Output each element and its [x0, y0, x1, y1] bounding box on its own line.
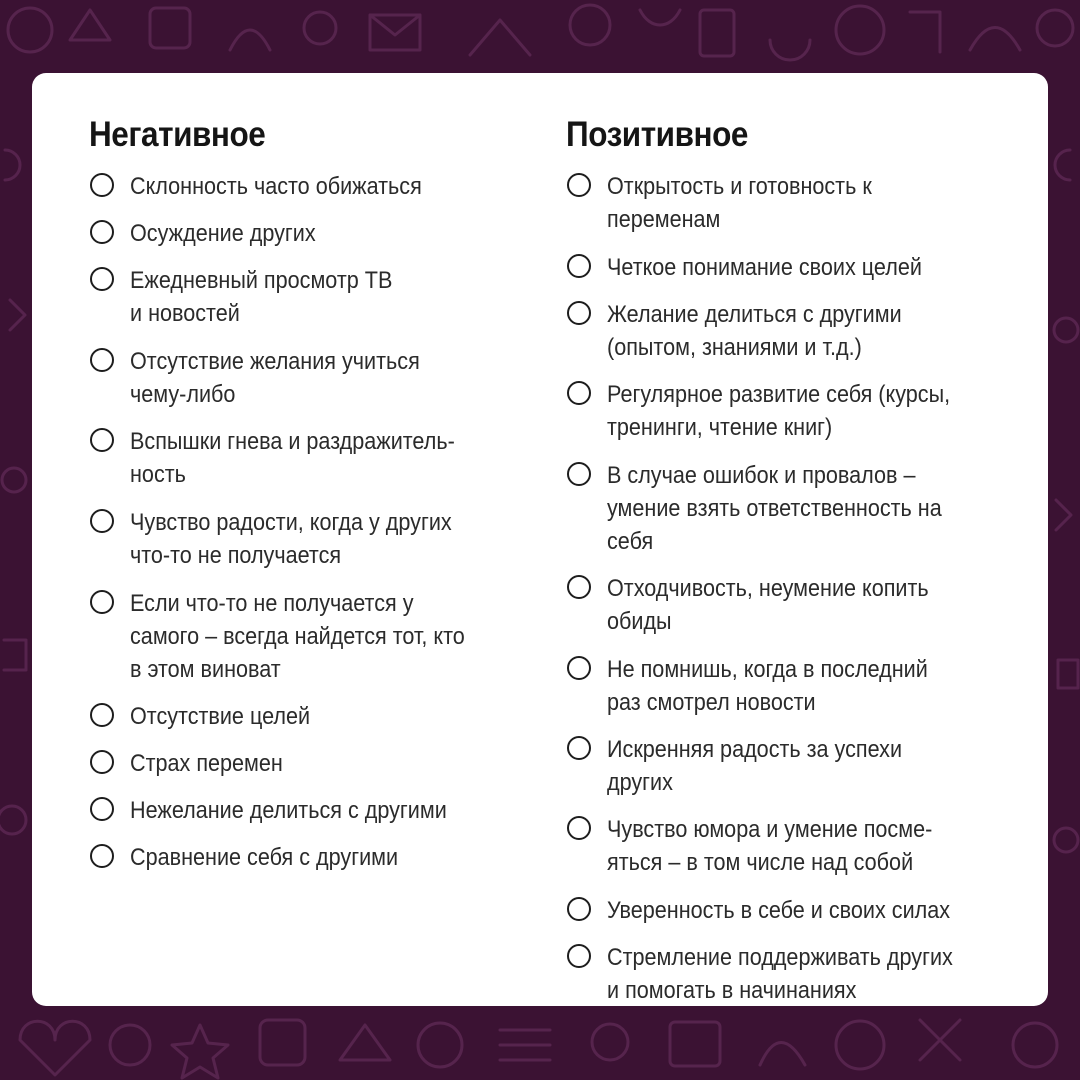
checkbox-circle[interactable] — [567, 462, 591, 486]
checkbox-circle[interactable] — [567, 816, 591, 840]
item-label: Желание делиться с другими (опытом, знаниями и т.д.) — [607, 301, 902, 361]
checkbox-circle[interactable] — [90, 509, 114, 533]
item-label: Отсутствие желания учиться чему-либо — [130, 348, 420, 408]
item-label: В случае ошибок и провалов – умение взять ответственность на себя — [607, 462, 942, 555]
checkbox-circle[interactable] — [90, 590, 114, 614]
checkbox-circle[interactable] — [567, 736, 591, 760]
item-label: Чувство радости, когда у других что-то не получается — [130, 509, 452, 569]
item-label: Вспышки гнева и раздражитель- ность — [130, 428, 455, 488]
item-label: Осуждение других — [130, 220, 316, 247]
item-label: Открытость и готовность к переменам — [607, 173, 872, 233]
checkbox-circle[interactable] — [90, 703, 114, 727]
item-label: Искренняя радость за успехи других — [607, 736, 903, 796]
item-label: Нежелание делиться с другими — [130, 797, 447, 824]
item-label: Не помнишь, когда в последний раз смотрел новости — [607, 656, 928, 716]
item-label: Сравнение себя с другими — [130, 844, 399, 871]
checkbox-circle[interactable] — [90, 267, 114, 291]
checkbox-circle[interactable] — [567, 254, 591, 278]
item-label: Ежедневный просмотр ТВ и новостей — [130, 267, 393, 327]
checkbox-circle[interactable] — [90, 844, 114, 868]
checkbox-circle[interactable] — [90, 173, 114, 197]
item-label: Стремление поддерживать других и помогать в начинаниях — [607, 944, 953, 1004]
checkbox-circle[interactable] — [90, 348, 114, 372]
checkbox-circle[interactable] — [90, 220, 114, 244]
item-label: Чувство юмора и умение посме- яться – в том числе над собой — [607, 816, 933, 876]
item-label: Отходчивость, неумение копить обиды — [607, 575, 929, 635]
item-label: Четкое понимание своих целей — [607, 254, 922, 281]
item-label: Страх перемен — [130, 750, 283, 777]
checkbox-circle[interactable] — [567, 575, 591, 599]
checkbox-circle[interactable] — [567, 897, 591, 921]
item-label: Если что-то не получается у самого – всегда найдется тот, кто в этом виноват — [130, 590, 465, 683]
checkbox-circle[interactable] — [90, 428, 114, 452]
checkbox-circle[interactable] — [567, 173, 591, 197]
negative-heading: Негативное — [89, 115, 266, 154]
item-label: Отсутствие целей — [130, 703, 311, 730]
checklist-card — [32, 73, 1048, 1006]
item-label: Склонность часто обижаться — [130, 173, 422, 200]
item-label: Уверенность в себе и своих силах — [607, 897, 951, 924]
checkbox-circle[interactable] — [567, 381, 591, 405]
checkbox-circle[interactable] — [90, 797, 114, 821]
checkbox-circle[interactable] — [90, 750, 114, 774]
checkbox-circle[interactable] — [567, 656, 591, 680]
positive-heading: Позитивное — [566, 115, 748, 154]
checkbox-circle[interactable] — [567, 944, 591, 968]
checkbox-circle[interactable] — [567, 301, 591, 325]
item-label: Регулярное развитие себя (курсы, тренинги, чтение книг) — [607, 381, 951, 441]
